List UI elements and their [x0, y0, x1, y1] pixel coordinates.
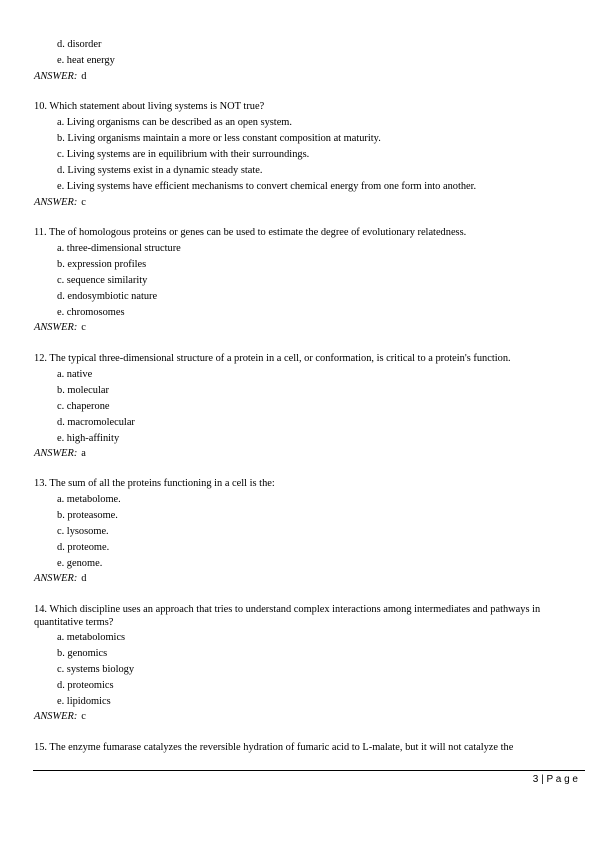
- page-separator: |: [538, 774, 547, 785]
- question-11-text: 11. The of homologous proteins or genes can be used to estimate the degree of evolutionary relatedness.: [34, 227, 467, 238]
- option-item: b. proteasome.: [57, 510, 118, 521]
- answer-value: a: [81, 448, 86, 459]
- question-14-text-continued: quantitative terms?: [34, 617, 114, 628]
- option-item: a. native: [57, 369, 93, 380]
- question-12-text: 12. The typical three-dimensional structure of a protein in a cell, or conformation, is critical to a protein's function.: [34, 353, 511, 364]
- option-item: a. Living organisms can be described as an open system.: [57, 117, 292, 128]
- answer-line: [34, 70, 87, 83]
- option-item: d. disorder: [57, 39, 102, 50]
- option-item: d. Living systems exist in a dynamic steady state.: [57, 165, 263, 176]
- question-14-text: 14. Which discipline uses an approach that tries to understand complex interactions among intermediates and pathways in: [34, 604, 541, 615]
- answer-label: ANSWER:: [34, 197, 78, 208]
- answer-label: ANSWER:: [34, 448, 78, 459]
- page-number: 3: [532, 774, 539, 785]
- option-item: d. endosymbiotic nature: [57, 291, 158, 302]
- option-item: b. genomics: [57, 648, 108, 659]
- option-item: e. high-affinity: [57, 433, 120, 444]
- answer-line: [34, 710, 86, 723]
- answer-value: c: [81, 322, 86, 333]
- option-item: c. sequence similarity: [57, 275, 148, 286]
- option-item: c. lysosome.: [57, 526, 109, 537]
- option-item: b. molecular: [57, 385, 109, 396]
- page-label: P a g e: [546, 774, 578, 785]
- answer-label: ANSWER:: [34, 573, 78, 584]
- option-item: c. chaperone: [57, 401, 110, 412]
- question-10-text: 10. Which statement about living systems is NOT true?: [34, 101, 265, 112]
- answer-line: [34, 321, 86, 334]
- footer-divider: [33, 770, 585, 771]
- option-item: a. metabolome.: [57, 494, 121, 505]
- option-item: a. three-dimensional structure: [57, 243, 181, 254]
- option-item: c. systems biology: [57, 664, 135, 675]
- answer-label: ANSWER:: [34, 711, 78, 722]
- option-item: a. metabolomics: [57, 632, 126, 643]
- answer-value: d: [81, 573, 87, 584]
- option-item: c. Living systems are in equilibrium with their surroundings.: [57, 149, 310, 160]
- answer-value: c: [81, 197, 86, 208]
- option-item: e. lipidomics: [57, 696, 111, 707]
- option-item: e. chromosomes: [57, 307, 125, 318]
- question-15-text: 15. The enzyme fumarase catalyzes the reversible hydration of fumaric acid to L-malate, but it will not catalyze the: [34, 742, 514, 753]
- answer-label: ANSWER:: [34, 71, 78, 82]
- answer-label: ANSWER:: [34, 322, 78, 333]
- option-item: d. macromolecular: [57, 417, 135, 428]
- page-footer: [533, 774, 578, 786]
- answer-value: c: [81, 711, 86, 722]
- answer-line: [34, 196, 86, 209]
- option-item: e. Living systems have efficient mechanisms to convert chemical energy from one form into another.: [57, 181, 477, 192]
- option-item: d. proteomics: [57, 680, 114, 691]
- option-item: b. Living organisms maintain a more or less constant composition at maturity.: [57, 133, 381, 144]
- answer-line: [34, 447, 86, 460]
- answer-value: d: [81, 71, 87, 82]
- question-13-text: 13. The sum of all the proteins functioning in a cell is the:: [34, 478, 275, 489]
- answer-line: [34, 572, 87, 585]
- option-item: d. proteome.: [57, 542, 110, 553]
- option-item: b. expression profiles: [57, 259, 147, 270]
- option-item: e. heat energy: [57, 55, 115, 66]
- option-item: e. genome.: [57, 558, 103, 569]
